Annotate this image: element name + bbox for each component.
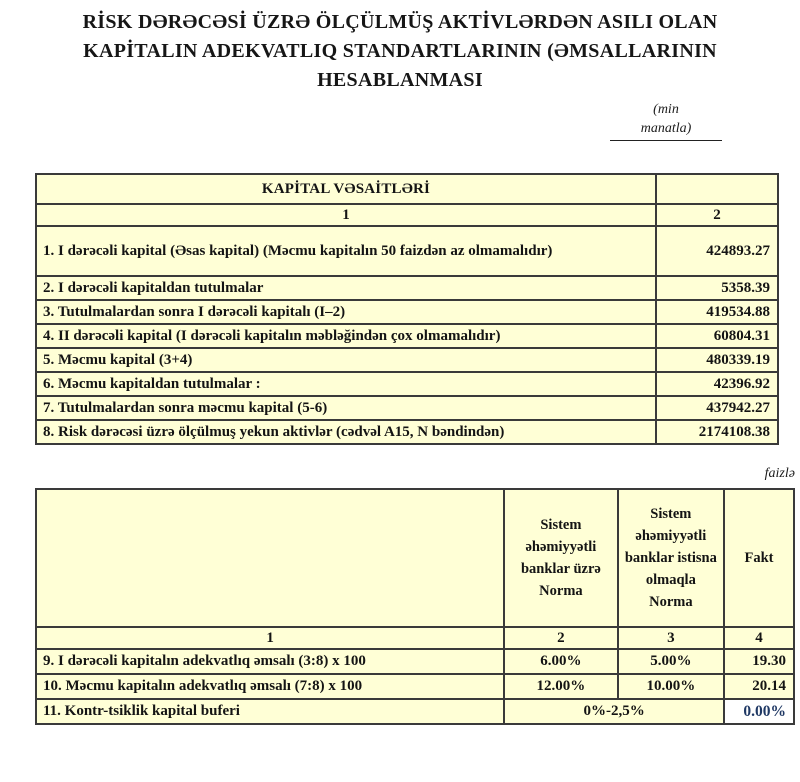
row-value: 437942.27 (656, 396, 778, 420)
unit-note-min-manatla (610, 100, 722, 141)
row-value: 424893.27 (656, 226, 778, 276)
capital-funds-table-title: KAPİTAL VƏSAİTLƏRİ (36, 174, 656, 204)
row-label: 7. Tutulmalardan sonra məcmu kapital (5-6) (36, 396, 656, 420)
table-row (36, 489, 794, 627)
table-row (36, 627, 794, 649)
title-line-3: HESABLANMASI (317, 69, 483, 91)
table-row (36, 276, 778, 300)
column-number-1: 1 (36, 204, 656, 226)
empty-header-cell (36, 489, 504, 627)
norm-merged-value: 0%-2,5% (504, 699, 724, 724)
row-label: 5. Məcmu kapital (3+4) (36, 348, 656, 372)
row-value: 60804.31 (656, 324, 778, 348)
title-line-1: RİSK DƏRƏCƏSİ ÜZRƏ ÖLÇÜLMÜŞ AKTİVLƏRDƏN ASILI OLAN (82, 11, 718, 33)
norm-other-value: 5.00% (618, 649, 724, 674)
header-fakt: Fakt (724, 489, 794, 627)
table-row (36, 420, 778, 444)
column-number-4: 4 (724, 627, 794, 649)
row-value: 5358.39 (656, 276, 778, 300)
column-number-1: 1 (36, 627, 504, 649)
norm-sib-value: 6.00% (504, 649, 617, 674)
table-row (36, 674, 794, 699)
row-label: 4. II dərəcəli kapital (I dərəcəli kapitalın məbləğindən çox olmamalıdır) (36, 324, 656, 348)
page-title (0, 8, 800, 95)
table-row (36, 372, 778, 396)
table-row (36, 226, 778, 276)
row-label: 2. I dərəcəli kapitaldan tutulmalar (36, 276, 656, 300)
table-row (36, 649, 794, 674)
table-row (36, 300, 778, 324)
header-norm-other: Sistem əhəmiyyətli banklar istisna olmaqla Norma (618, 489, 724, 627)
table-row (36, 396, 778, 420)
row-label: 3. Tutulmalardan sonra I dərəcəli kapitalı (I–2) (36, 300, 656, 324)
row-value: 42396.92 (656, 372, 778, 396)
adequacy-ratios-table (35, 488, 795, 725)
norm-other-value: 10.00% (618, 674, 724, 699)
row-label: 1. I dərəcəli kapital (Əsas kapital) (Məcmu kapitalın 50 faizdən az olmamalıdır) (36, 226, 656, 276)
row-value: 2174108.38 (656, 420, 778, 444)
unit-note-faizle: faizlə (764, 466, 795, 481)
unit-note-line-2: manatla) (640, 121, 692, 136)
table-row (36, 204, 778, 226)
row-label: 9. I dərəcəli kapitalın adekvatlıq əmsalı (3:8) x 100 (36, 649, 504, 674)
fakt-value: 20.14 (724, 674, 794, 699)
unit-note-line-1: (min (653, 102, 679, 117)
row-value: 480339.19 (656, 348, 778, 372)
column-number-3: 3 (618, 627, 724, 649)
row-label: 10. Məcmu kapitalın adekvatlıq əmsalı (7:8) x 100 (36, 674, 504, 699)
norm-sib-value: 12.00% (504, 674, 617, 699)
fakt-value: 19.30 (724, 649, 794, 674)
title-line-2: KAPİTALIN ADEKVATLIQ STANDARTLARININ (ƏMSALLARININ (83, 40, 717, 62)
fakt-value-highlighted: 0.00% (724, 699, 794, 724)
row-value: 419534.88 (656, 300, 778, 324)
row-label: 11. Kontr-tsiklik kapital buferi (36, 699, 504, 724)
row-label: 6. Məcmu kapitaldan tutulmalar : (36, 372, 656, 396)
column-number-2: 2 (504, 627, 617, 649)
header-norm-sib: Sistem əhəmiyyətli banklar üzrə Norma (504, 489, 617, 627)
capital-funds-table (35, 173, 779, 445)
column-number-2: 2 (656, 204, 778, 226)
empty-header-cell (656, 174, 778, 204)
table-row (36, 348, 778, 372)
row-label: 8. Risk dərəcəsi üzrə ölçülmuş yekun aktivlər (cədvəl A15, N bəndindən) (36, 420, 656, 444)
table-row (36, 699, 794, 724)
table-row (36, 174, 778, 204)
table-row (36, 324, 778, 348)
